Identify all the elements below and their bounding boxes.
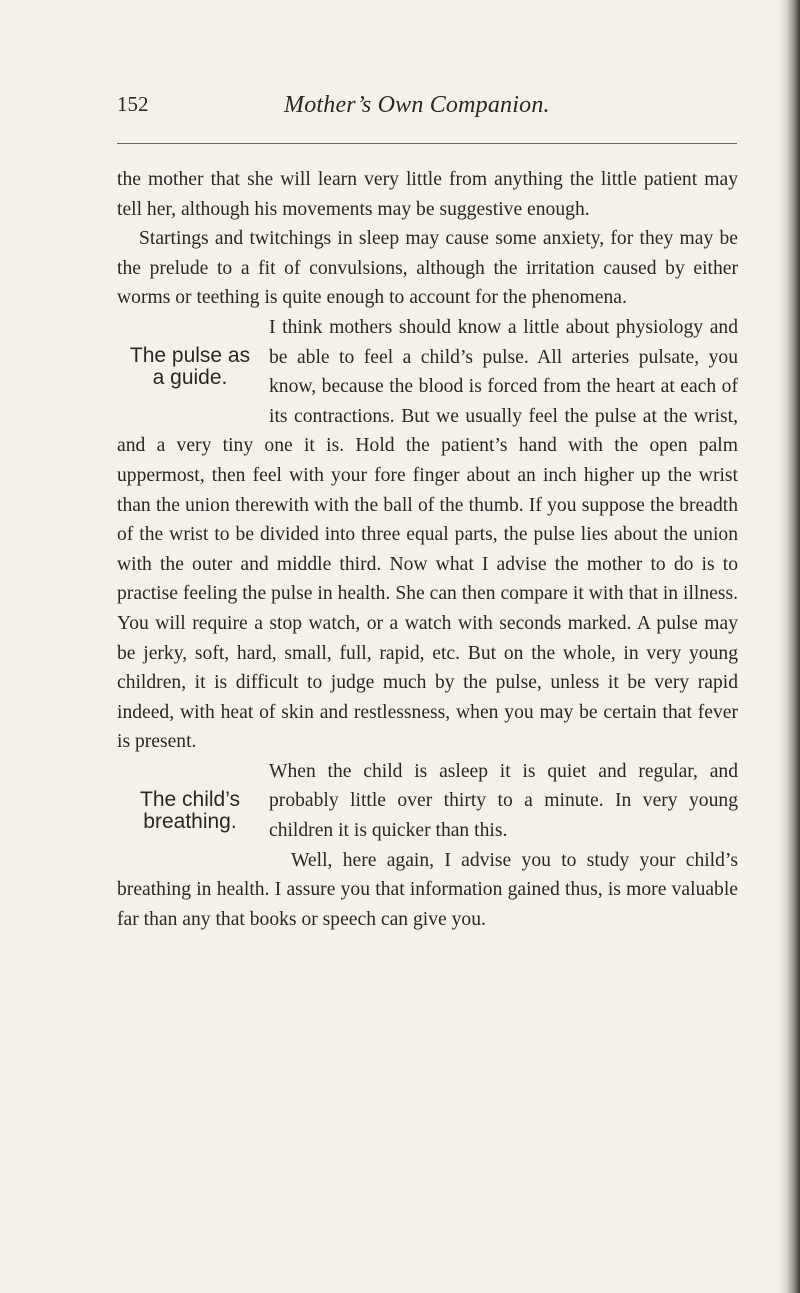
paragraph-3 <box>117 313 738 757</box>
sidenote-pulse <box>117 345 263 431</box>
sidenote-breathing <box>117 789 263 875</box>
paragraph-4-text: When the child is asleep it is quiet and regular, and probably little over thirty to a minute. In very young children it is quicker than this. <box>269 760 738 842</box>
running-header <box>117 92 737 124</box>
sidenote-pulse-line-2: a guide. <box>152 365 228 389</box>
sidenote-breathing-line-2: breathing. <box>143 809 237 833</box>
paragraph-5: Well, here again, I advise you to study your child’s breathing in health. I assure you that information gained thus, is more valuable far than any that books or speech can give you. <box>117 849 738 930</box>
page-number: 152 <box>117 92 149 116</box>
sidenote-breathing-line-1: The child’s <box>140 787 240 811</box>
header-rule <box>117 143 737 144</box>
sidenote-pulse-line-1: The pulse as <box>129 343 251 367</box>
paragraph-3-text: I think mothers should know a little about physiology and be able to feel a child’s pulse. All arteries pulsate, you know, because the blood is forced from the heart at each of its contractions. But we usually feel the pulse at the wrist, and a very tiny one it is. Hold the patient’s hand with the open palm uppermost, then feel with your fore finger about an inch higher up the wrist than the union therewith with the ball of the thumb. If you suppose the breadth of the wrist to be divided into three equal parts, the pulse lies about the union with the outer and middle third. Now what I advise the mother to do is to practise feeling the pulse in health. She can then compare it with that in illness. You will require a stop watch, or a watch with seconds marked. A pulse may be jerky, soft, hard, small, full, rapid, etc. But on the whole, in very young children, it is difficult to judge much by the pulse, unless it be very rapid indeed, with heat of skin and restlessness, when you may be certain that fever is present. <box>117 316 738 753</box>
paragraph-4 <box>117 757 738 846</box>
paragraph-2: Startings and twitchings in sleep may cause some anxiety, for they may be the prelude to a fit of convulsions, although the irritation caused by either worms or teething is quite enough to account for the phenomena. <box>117 228 738 309</box>
paragraph-1: the mother that she will learn very little from anything the little patient may tell her, although his movements may be suggestive enough. <box>117 169 738 220</box>
page-edge-shadow <box>778 0 800 1293</box>
body-text <box>117 165 738 934</box>
running-title: Mother’s Own Companion. <box>284 92 550 118</box>
